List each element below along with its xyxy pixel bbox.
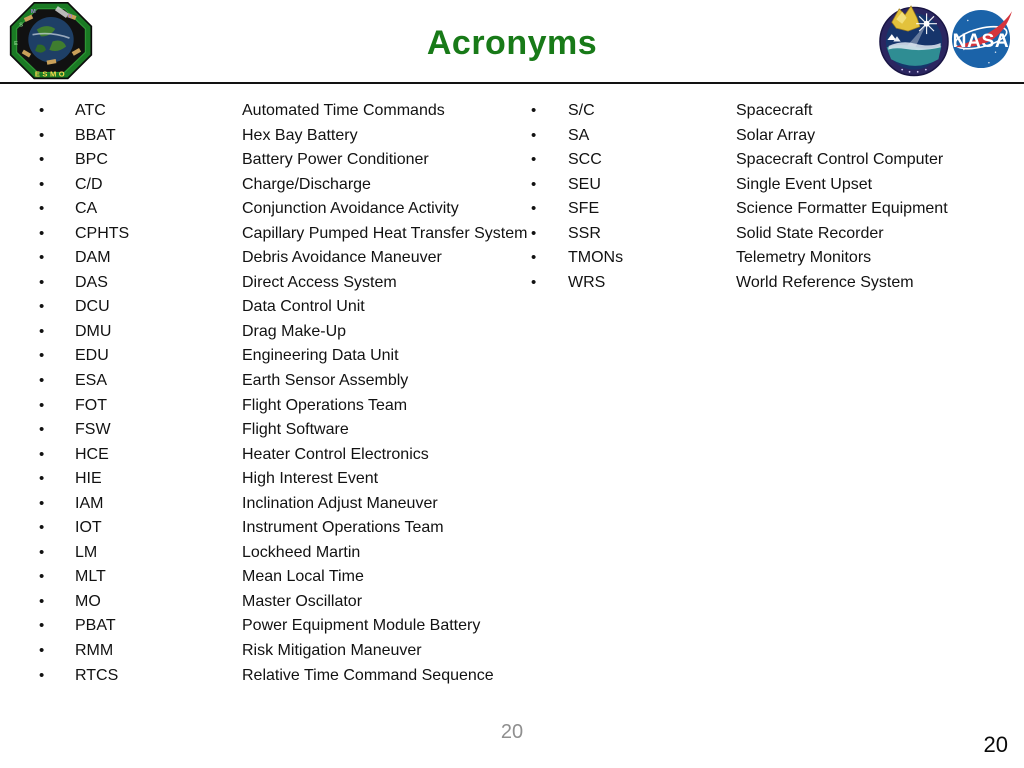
list-item <box>39 590 524 615</box>
acronym-abbr: IOT <box>75 519 102 537</box>
acronym-definition: Conjunction Avoidance Activity <box>242 200 459 218</box>
bullet-icon: • <box>39 568 45 586</box>
acronym-definition: Automated Time Commands <box>242 102 445 119</box>
acronym-abbr: IAM <box>75 494 104 512</box>
acronym-definition: Spacecraft <box>736 102 813 119</box>
acronym-definition: Inclination Adjust Maneuver <box>242 494 438 512</box>
acronym-abbr: SEU <box>568 175 601 193</box>
list-item <box>39 124 524 149</box>
bullet-icon: • <box>39 372 45 390</box>
list-item <box>39 492 524 517</box>
list-item <box>39 173 524 198</box>
list-item <box>531 271 1016 296</box>
bullet-icon: • <box>531 126 537 144</box>
list-item <box>531 124 1016 149</box>
bullet-icon: • <box>39 592 45 610</box>
bullet-icon: • <box>39 175 45 193</box>
bullet-icon: • <box>39 322 45 340</box>
acronym-column-left <box>39 99 528 688</box>
list-item <box>39 467 524 492</box>
bullet-icon: • <box>39 224 45 242</box>
list-item <box>531 246 1016 271</box>
list-item <box>531 148 1016 173</box>
bullet-icon: • <box>531 249 537 267</box>
bullet-icon: • <box>531 224 537 242</box>
acronym-definition: Instrument Operations Team <box>242 519 444 537</box>
list-item <box>39 295 524 320</box>
page-number-corner: 20 <box>983 732 1008 757</box>
acronym-abbr: DAS <box>75 273 108 291</box>
acronym-abbr: SFE <box>568 200 600 218</box>
acronym-column-right <box>531 99 1016 295</box>
acronym-definition: Battery Power Conditioner <box>242 151 429 169</box>
list-item <box>39 99 524 124</box>
acronym-definition: Spacecraft Control Computer <box>736 151 944 169</box>
list-item <box>39 443 524 468</box>
acronym-abbr: DMU <box>75 322 112 340</box>
acronym-definition: Debris Avoidance Maneuver <box>242 249 442 267</box>
acronym-definition: Science Formatter Equipment <box>736 200 948 218</box>
acronym-abbr: WRS <box>568 273 606 291</box>
svg-text:O: O <box>67 13 73 20</box>
bullet-icon: • <box>39 519 45 537</box>
acronym-definition: Lockheed Martin <box>242 543 361 561</box>
list-item <box>39 369 524 394</box>
list-item <box>531 99 1016 124</box>
svg-text:S: S <box>19 22 24 29</box>
bullet-icon: • <box>39 347 45 365</box>
header-divider-line <box>0 82 1024 84</box>
list-item <box>531 222 1016 247</box>
acronym-definition: Flight Operations Team <box>242 396 408 414</box>
acronym-definition: Capillary Pumped Heat Transfer System <box>242 224 528 242</box>
acronym-definition: Drag Make-Up <box>242 322 347 340</box>
list-item <box>531 173 1016 198</box>
bullet-icon: • <box>531 273 537 291</box>
list-item <box>39 664 524 689</box>
list-item <box>39 222 528 247</box>
page-title: Acronyms <box>426 24 598 62</box>
bullet-icon: • <box>531 175 537 193</box>
acronym-definition: Data Control Unit <box>242 298 365 316</box>
list-item <box>39 565 524 590</box>
list-item <box>39 148 524 173</box>
acronym-abbr: C/D <box>75 175 103 193</box>
svg-text:E: E <box>14 40 18 47</box>
list-item <box>39 541 524 566</box>
page-number-center: 20 <box>500 721 524 743</box>
acronym-abbr: HCE <box>75 445 109 463</box>
acronym-abbr: MO <box>75 592 101 610</box>
bullet-icon: • <box>39 298 45 316</box>
nasa-logo <box>948 4 1014 74</box>
acronym-definition: Single Event Upset <box>736 175 873 193</box>
acronym-abbr: TMONs <box>568 249 624 267</box>
list-item <box>39 394 524 419</box>
acronym-abbr: CA <box>75 200 98 218</box>
list-item <box>39 614 524 639</box>
bullet-icon: • <box>39 396 45 414</box>
acronym-abbr: LM <box>75 543 98 561</box>
acronym-abbr: RMM <box>75 642 114 660</box>
acronym-abbr: PBAT <box>75 617 116 635</box>
acronym-abbr: BPC <box>75 151 108 169</box>
acronym-definition: Heater Control Electronics <box>242 445 429 463</box>
acronym-abbr: S/C <box>568 102 595 119</box>
acronym-abbr: DCU <box>75 298 110 316</box>
bullet-icon: • <box>531 200 537 218</box>
bullet-icon: • <box>39 151 45 169</box>
bullet-icon: • <box>39 642 45 660</box>
acronym-abbr: FOT <box>75 396 107 414</box>
list-item <box>39 271 524 296</box>
acronym-definition: Telemetry Monitors <box>736 249 872 267</box>
acronym-abbr: DAM <box>75 249 111 267</box>
bullet-icon: • <box>39 666 45 684</box>
list-item <box>39 639 524 664</box>
acronym-abbr: EDU <box>75 347 109 365</box>
list-item <box>39 344 524 369</box>
acronym-abbr: FSW <box>75 421 111 439</box>
bullet-icon: • <box>39 470 45 488</box>
acronym-abbr: SCC <box>568 151 602 169</box>
list-item <box>39 320 524 345</box>
bullet-icon: • <box>39 543 45 561</box>
bullet-icon: • <box>39 421 45 439</box>
acronym-definition: Charge/Discharge <box>242 175 371 193</box>
acronym-definition: Power Equipment Module Battery <box>242 617 481 635</box>
acronym-definition: Mean Local Time <box>242 568 364 586</box>
acronym-definition: Master Oscillator <box>242 592 363 610</box>
esmo-letter-m: M <box>30 8 36 15</box>
acronym-abbr: CPHTS <box>75 224 130 242</box>
esmo-patch-text: ESMO <box>34 69 68 79</box>
nasa-logo-text: NASA <box>952 30 1010 52</box>
bullet-icon: • <box>39 617 45 635</box>
bullet-icon: • <box>39 445 45 463</box>
list-item <box>39 197 524 222</box>
acronym-definition: Engineering Data Unit <box>242 347 399 365</box>
acronym-abbr: HIE <box>75 470 102 488</box>
acronym-abbr: RTCS <box>75 666 119 684</box>
list-item <box>39 418 524 443</box>
list-item <box>39 246 524 271</box>
list-item <box>39 516 524 541</box>
bullet-icon: • <box>39 102 45 119</box>
list-item <box>531 197 1016 222</box>
bullet-icon: • <box>39 200 45 218</box>
acronym-definition: World Reference System <box>736 273 914 291</box>
bullet-icon: • <box>39 273 45 291</box>
acronym-abbr: ATC <box>75 102 106 119</box>
bullet-icon: • <box>39 249 45 267</box>
earth-science-mission-patch-logo <box>876 3 952 77</box>
bullet-icon: • <box>39 494 45 512</box>
acronym-abbr: SSR <box>568 224 601 242</box>
acronym-definition: Direct Access System <box>242 273 397 291</box>
bullet-icon: • <box>531 102 537 119</box>
acronym-abbr: SA <box>568 126 590 144</box>
acronym-definition: Solid State Recorder <box>736 224 884 242</box>
acronym-definition: Earth Sensor Assembly <box>242 372 409 390</box>
acronym-definition: Risk Mitigation Maneuver <box>242 642 422 660</box>
acronym-definition: High Interest Event <box>242 470 379 488</box>
acronym-abbr: ESA <box>75 372 108 390</box>
bullet-icon: • <box>531 151 537 169</box>
acronym-definition: Flight Software <box>242 421 349 439</box>
acronym-definition: Hex Bay Battery <box>242 126 358 144</box>
acronym-definition: Solar Array <box>736 126 816 144</box>
acronym-definition: Relative Time Command Sequence <box>242 666 494 684</box>
acronym-abbr: MLT <box>75 568 106 586</box>
bullet-icon: • <box>39 126 45 144</box>
acronym-abbr: BBAT <box>75 126 116 144</box>
